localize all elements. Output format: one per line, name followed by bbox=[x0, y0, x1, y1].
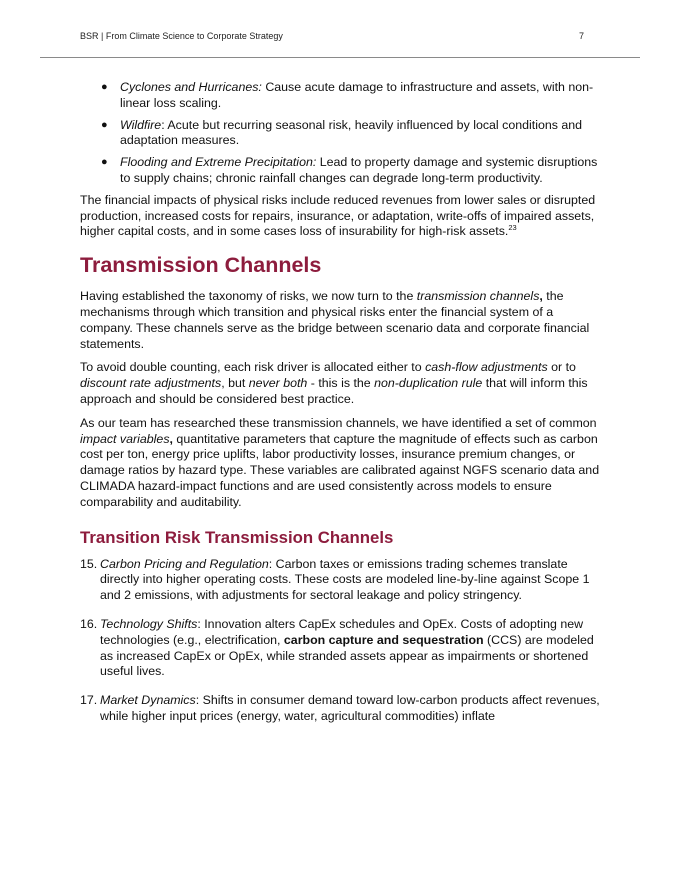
list-item-number: 15. bbox=[80, 556, 98, 571]
page-number: 7 bbox=[578, 31, 584, 41]
bullet-icon: ● bbox=[101, 118, 108, 131]
footnote-marker[interactable]: 23 bbox=[508, 223, 517, 233]
list-item bbox=[80, 557, 602, 604]
emphasis-text: never both bbox=[248, 376, 308, 391]
page-body bbox=[80, 80, 602, 738]
bullet-icon: ● bbox=[101, 156, 108, 169]
paragraph-text: that will inform this approach and should be considered best practice. bbox=[80, 376, 588, 406]
paragraph-text: - this is the bbox=[307, 376, 375, 391]
transition-channel-list bbox=[80, 557, 602, 725]
bullet-icon: ● bbox=[101, 81, 108, 93]
list-item bbox=[80, 155, 602, 187]
list-item bbox=[80, 617, 602, 680]
paragraph-text: , but bbox=[221, 376, 249, 391]
paragraph-text: To avoid double counting, each risk driver is allocated either to bbox=[80, 360, 426, 375]
financial-impacts-paragraph bbox=[80, 193, 602, 240]
page-header bbox=[80, 31, 600, 45]
emphasis-text: non-duplication rule bbox=[374, 376, 483, 391]
list-item-term: Cyclones and Hurricanes: bbox=[120, 80, 262, 94]
list-item-text: Acute but recurring seasonal risk, heavily influenced by local conditions and adaptation measures. bbox=[120, 117, 583, 148]
paragraph-text: The financial impacts of physical risks include reduced revenues from lower sales or disrupted production, increased costs for repairs, insurance, or adaptation, write-offs of impaired assets, higher capital costs, and in some cases loss of insurability for high-risk assets. bbox=[80, 192, 596, 239]
subsection-heading: Transition Risk Transmission Channels bbox=[80, 527, 394, 547]
list-item-term: Carbon Pricing and Regulation bbox=[100, 556, 269, 571]
emphasis-text: discount rate adjustments bbox=[80, 376, 222, 391]
paragraph-text: quantitative parameters that capture the magnitude of effects such as carbon cost per ton, energy price uplifts, labor productivity losses, insurance premium changes, or damage ratios by hazard type. These variables are calibrated against NGFS scenario data and CLIMADA hazard-impact functions and are used consistently across models to ensure comparability and auditability. bbox=[80, 431, 600, 509]
paragraph-text: the mechanisms through which transition and physical risks enter the financial system of a company. These channels serve as the bridge between scenario data and corporate financial statements. bbox=[80, 289, 590, 351]
list-item-term: Market Dynamics bbox=[100, 693, 196, 708]
list-item-text: : Shifts in consumer demand toward low-carbon products affect revenues, while higher input prices (energy, water, agricultural commodities) inflate bbox=[100, 693, 600, 723]
list-item-term: Wildfire bbox=[120, 117, 162, 132]
list-item-text: (CCS) are modeled as increased CapEx or OpEx, while stranded assets appear as impairments or shortened useful lives. bbox=[100, 632, 594, 679]
paragraph-text: Having established the taxonomy of risks, we now turn to the bbox=[80, 289, 417, 304]
list-item-text: Cause acute damage to infrastructure and assets, with non-linear loss scaling. bbox=[120, 80, 594, 110]
header-title: BSR | From Climate Science to Corporate Strategy bbox=[80, 31, 283, 41]
list-item bbox=[80, 693, 602, 725]
list-item-text: : Innovation alters CapEx schedules and OpEx. Costs of adopting new technologies (e.g., electrification, bbox=[100, 616, 584, 647]
list-item-separator: : bbox=[161, 117, 168, 132]
list-item bbox=[80, 80, 602, 112]
list-item-text: Lead to property damage and systemic disruptions to supply chains; chronic rainfall changes can degrade long-term productivity. bbox=[120, 155, 598, 185]
emphasis-text: impact variables bbox=[80, 431, 170, 446]
impact-variables-paragraph bbox=[80, 416, 602, 511]
section-heading: Transmission Channels bbox=[80, 253, 322, 278]
list-item bbox=[80, 118, 602, 150]
non-duplication-paragraph bbox=[80, 360, 602, 407]
list-item-term: Flooding and Extreme Precipitation: bbox=[120, 155, 317, 170]
emphasis-text: cash-flow adjustments bbox=[425, 360, 548, 375]
physical-risk-list bbox=[80, 80, 602, 187]
bold-text: , bbox=[539, 289, 543, 304]
list-item-number: 16. bbox=[80, 616, 98, 631]
paragraph-text: or to bbox=[547, 360, 576, 375]
emphasis-text: transmission channels bbox=[416, 289, 540, 304]
list-item-text: : Carbon taxes or emissions trading schemes translate directly into higher operating costs. These costs are modeled line-by-line against Scope 1 and 2 emissions, with adjustments for sectoral leakage and policy stringency. bbox=[100, 556, 590, 603]
paragraph-text: As our team has researched these transmission channels, we have identified a set of common bbox=[80, 415, 597, 430]
list-item-term: Technology Shifts bbox=[100, 616, 198, 631]
bold-text: , bbox=[169, 431, 173, 446]
bold-text: carbon capture and sequestration bbox=[283, 632, 484, 647]
header-divider bbox=[40, 57, 640, 58]
list-item-number: 17. bbox=[80, 693, 98, 708]
intro-paragraph bbox=[80, 289, 602, 352]
